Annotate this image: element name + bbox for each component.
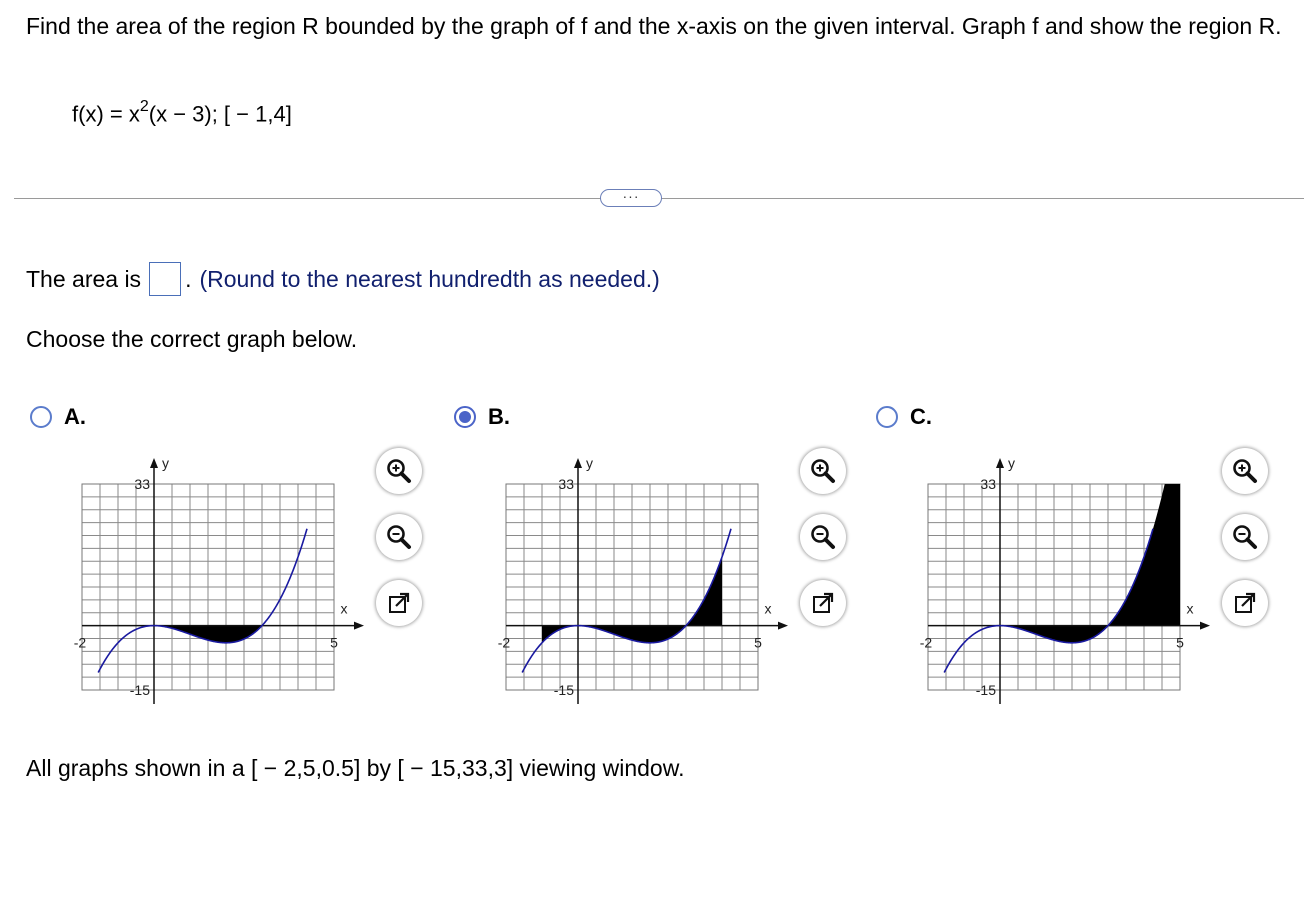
rounding-hint: (Round to the nearest hundredth as needed.) bbox=[199, 265, 660, 292]
graph-a-ymax-label: 33 bbox=[134, 476, 150, 492]
graph-a-zoom-in[interactable] bbox=[376, 448, 422, 494]
zoom-in-icon bbox=[809, 457, 837, 485]
graph-a-svg bbox=[60, 448, 380, 708]
function-prefix: f(x) = x bbox=[72, 101, 140, 127]
graph-c-svg bbox=[906, 448, 1226, 708]
x-axis-arrow bbox=[354, 622, 364, 630]
graph-c-xmin-label: -2 bbox=[919, 634, 933, 651]
graph-c-popout[interactable] bbox=[1222, 580, 1268, 626]
graph-c-xmax-label: 5 bbox=[1176, 634, 1184, 651]
graph-b-y-label: y bbox=[586, 455, 593, 471]
option-b-radio[interactable] bbox=[454, 406, 476, 428]
graph-a-zoom-out[interactable] bbox=[376, 514, 422, 560]
option-b[interactable] bbox=[454, 404, 510, 430]
graph-a-popout[interactable] bbox=[376, 580, 422, 626]
graph-c-ymin-label: -15 bbox=[975, 682, 996, 698]
x-axis-arrow bbox=[778, 622, 788, 630]
graph-c-x-label: x bbox=[1186, 600, 1194, 617]
graph-b-ymin-label: -15 bbox=[553, 682, 574, 698]
option-c[interactable] bbox=[876, 404, 932, 430]
function-exponent: 2 bbox=[139, 98, 149, 115]
choose-label: Choose the correct graph below. bbox=[26, 326, 358, 352]
zoom-in-icon bbox=[385, 457, 413, 485]
graph-c-ymax-label: 33 bbox=[980, 476, 996, 492]
area-answer-line bbox=[26, 262, 660, 296]
graph-c-y-label: y bbox=[1008, 455, 1015, 471]
graph-b-ymax-label: 33 bbox=[558, 476, 574, 492]
graph-a-xmin-label: -2 bbox=[73, 634, 87, 651]
viewing-window-note: All graphs shown in a [ − 2,5,0.5] by [ − 15,33,3] viewing window. bbox=[26, 755, 685, 781]
area-answer-input[interactable] bbox=[149, 262, 181, 296]
option-a-radio[interactable] bbox=[30, 406, 52, 428]
graph-b-zoom-out[interactable] bbox=[800, 514, 846, 560]
graph-b-xmin-label: -2 bbox=[497, 634, 511, 651]
popout-icon bbox=[811, 591, 835, 615]
graph-b-x-label: x bbox=[764, 600, 772, 617]
zoom-in-icon bbox=[1231, 457, 1259, 485]
graph-a bbox=[60, 448, 380, 713]
x-axis-arrow bbox=[1200, 622, 1210, 630]
graph-b-xmax-label: 5 bbox=[754, 634, 762, 651]
function-expression bbox=[72, 100, 292, 127]
y-axis-arrow bbox=[996, 458, 1004, 468]
graph-b bbox=[484, 448, 804, 713]
function-suffix: (x − 3); [ − 1,4] bbox=[148, 101, 292, 127]
graph-a-grid bbox=[82, 484, 334, 690]
question-text: Find the area of the region R bounded by the graph of f and the x-axis on the given interval. Graph f and show the region R. bbox=[26, 13, 1282, 39]
area-prefix: The area is bbox=[26, 265, 142, 292]
option-c-label: C. bbox=[910, 404, 932, 429]
graph-b-zoom-in[interactable] bbox=[800, 448, 846, 494]
graph-a-xmax-label: 5 bbox=[330, 634, 338, 651]
y-axis-arrow bbox=[150, 458, 158, 468]
graph-b-popout[interactable] bbox=[800, 580, 846, 626]
graph-a-x-label: x bbox=[340, 600, 348, 617]
option-b-label: B. bbox=[488, 404, 510, 429]
popout-icon bbox=[1233, 591, 1257, 615]
area-suffix: . bbox=[185, 265, 192, 292]
popout-icon bbox=[387, 591, 411, 615]
zoom-out-icon bbox=[809, 523, 837, 551]
y-axis-arrow bbox=[574, 458, 582, 468]
more-button[interactable]: ··· bbox=[600, 189, 662, 207]
option-a[interactable] bbox=[30, 404, 86, 430]
option-c-radio[interactable] bbox=[876, 406, 898, 428]
graph-c bbox=[906, 448, 1226, 713]
graph-a-ymin-label: -15 bbox=[129, 682, 150, 698]
zoom-out-icon bbox=[1231, 523, 1259, 551]
graph-c-zoom-out[interactable] bbox=[1222, 514, 1268, 560]
graph-a-y-label: y bbox=[162, 455, 169, 471]
graph-b-svg bbox=[484, 448, 804, 708]
graph-c-zoom-in[interactable] bbox=[1222, 448, 1268, 494]
option-a-label: A. bbox=[64, 404, 86, 429]
zoom-out-icon bbox=[385, 523, 413, 551]
